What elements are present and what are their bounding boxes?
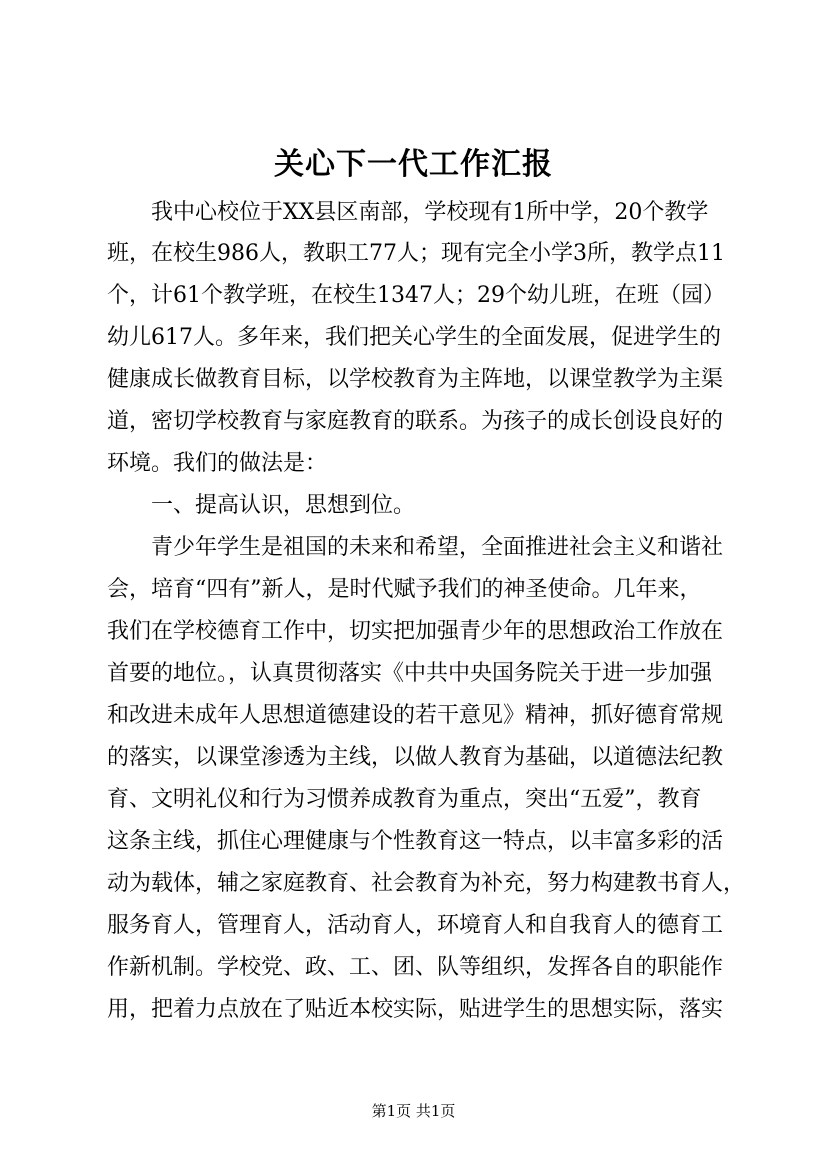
body-line: 这条主线，抓住心理健康与个性教育这一特点，以丰富多彩的活 (107, 829, 724, 854)
section-heading: 一、提高认识，思想到位。 (107, 493, 416, 518)
body-line: 环境。我们的做法是： (107, 451, 328, 476)
document-title: 关心下一代工作汇报 (274, 147, 553, 182)
body-line: 的落实，以课堂渗透为主线，以做人教育为基础，以道德法纪教 (107, 745, 724, 770)
body-line: 动为载体，辅之家庭教育、社会教育为补充，努力构建教书育人， (107, 871, 746, 896)
body-line: 青少年学生是祖国的未来和希望，全面推进社会主义和谐社 (107, 535, 724, 560)
body-line: 健康成长做教育目标，以学校教育为主阵地，以课堂教学为主渠 (107, 367, 724, 392)
body-line: 首要的地位。，认真贯彻落实《中共中央国务院关于进一步加强 (107, 661, 713, 686)
body-line: 和改进未成年人思想道德建设的若干意见》精神，抓好德育常规 (107, 703, 724, 728)
body-line: 班，在校生986人，教职工77人；现有完全小学3所，教学点11 (107, 241, 725, 266)
body-line: 幼儿617人。多年来，我们把关心学生的全面发展，促进学生的 (107, 325, 721, 350)
page-number-footer: 第1页 共1页 (371, 1102, 456, 1120)
body-line: 服务育人，管理育人，活动育人，环境育人和自我育人的德育工 (107, 913, 724, 938)
body-line: 用，把着力点放在了贴近本校实际，贴进学生的思想实际，落实 (107, 997, 724, 1022)
body-line: 作新机制。学校党、政、工、团、队等组织，发挥各自的职能作 (107, 955, 724, 980)
body-line: 会，培育“四有”新人，是时代赋予我们的神圣使命。几年来， (107, 577, 702, 602)
body-line: 我中心校位于XX县区南部，学校现有1所中学，20个教学 (107, 200, 709, 225)
body-line: 道，密切学校教育与家庭教育的联系。为孩子的成长创设良好的 (107, 409, 724, 434)
body-line: 个，计61个教学班，在校生1347人；29个幼儿班，在班（园） (107, 283, 725, 308)
body-line: 我们在学校德育工作中，切实把加强青少年的思想政治工作放在 (107, 619, 724, 644)
body-line: 育、文明礼仪和行为习惯养成教育为重点，突出“五爱”，教育 (107, 787, 702, 812)
